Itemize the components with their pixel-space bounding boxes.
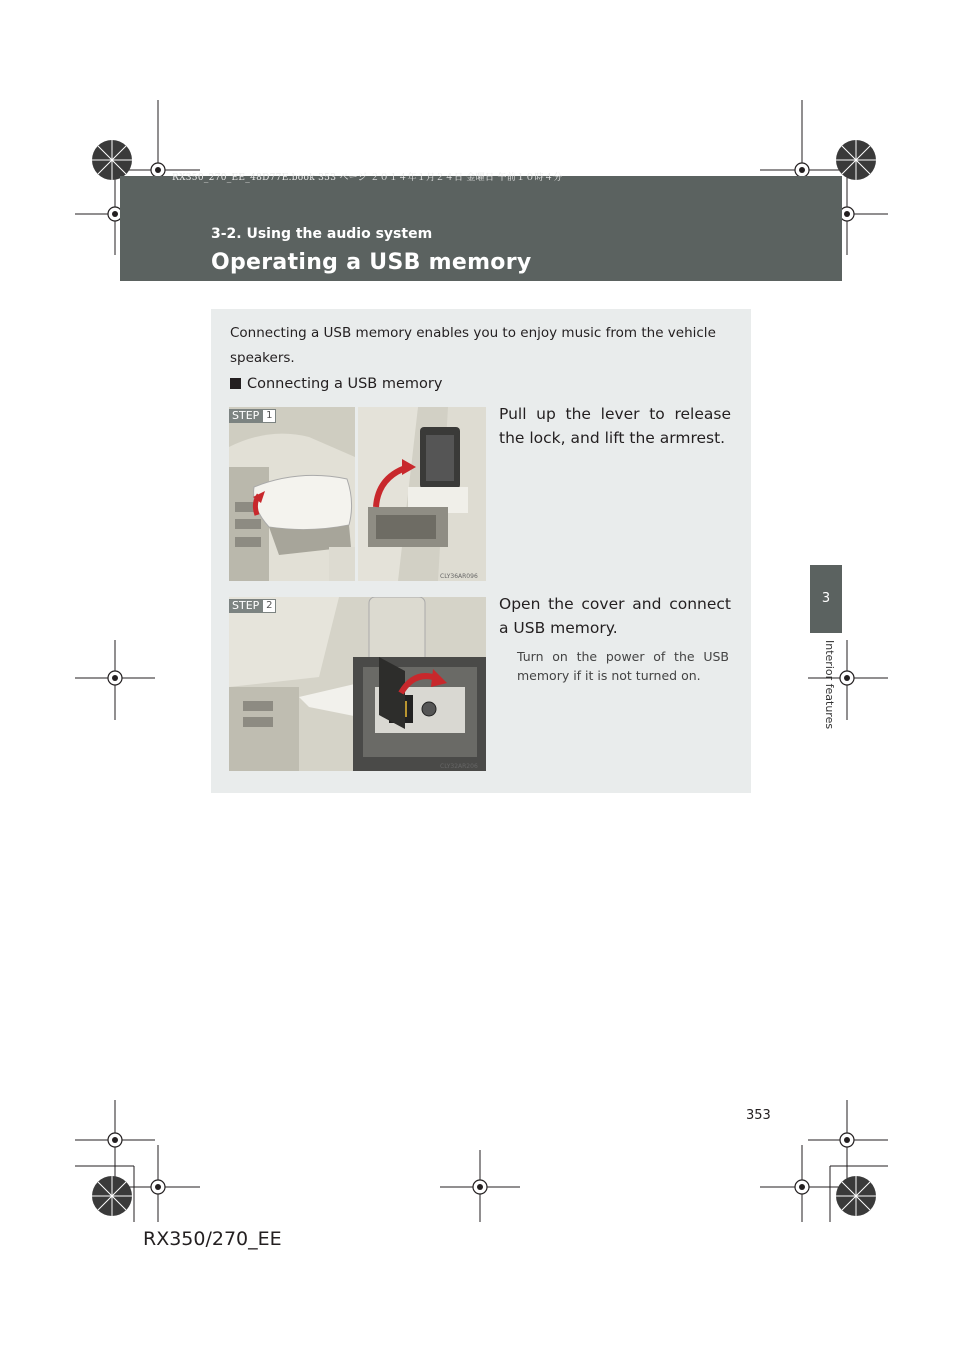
page-number: 353 [746,1108,771,1123]
section-label: 3-2. Using the audio system [211,226,433,242]
usb-port-photo [229,597,486,771]
print-info-line: RX350_270_EE_48D77E.book 353 ページ ２０１４年１月２４日 金曜日 午前１０時４分 [172,173,563,183]
model-code: RX350/270_EE [143,1228,282,1250]
page-title: Operating a USB memory [211,250,532,275]
step-label: STEP [229,599,262,613]
subheading [230,376,442,392]
image-code-2: CLY32AR206 [440,763,478,770]
step-2-note: Turn on the power of the USB memory if it is not turned on. [517,649,729,683]
armrest-closed-photo [229,407,355,581]
square-bullet-icon [230,378,241,389]
subheading-text: Connecting a USB memory [247,376,443,392]
step-2-badge [229,599,276,613]
intro-text: Connecting a USB memory enables you to enjoy music from the vehicle speakers. [230,325,716,366]
armrest-open-photo [358,407,486,581]
step-label: STEP [229,409,262,423]
step-1-text: Pull up the lever to release the lock, and lift the armrest. [499,405,731,447]
step-number: 1 [262,409,276,423]
step-1-badge [229,409,276,423]
step-2-text: Open the cover and connect a USB memory. [499,595,731,637]
image-code-1: CLY36AR096 [440,573,478,580]
step-number: 2 [262,599,276,613]
chapter-label: Interior features [823,640,836,730]
chapter-tab: 3 [810,565,842,633]
